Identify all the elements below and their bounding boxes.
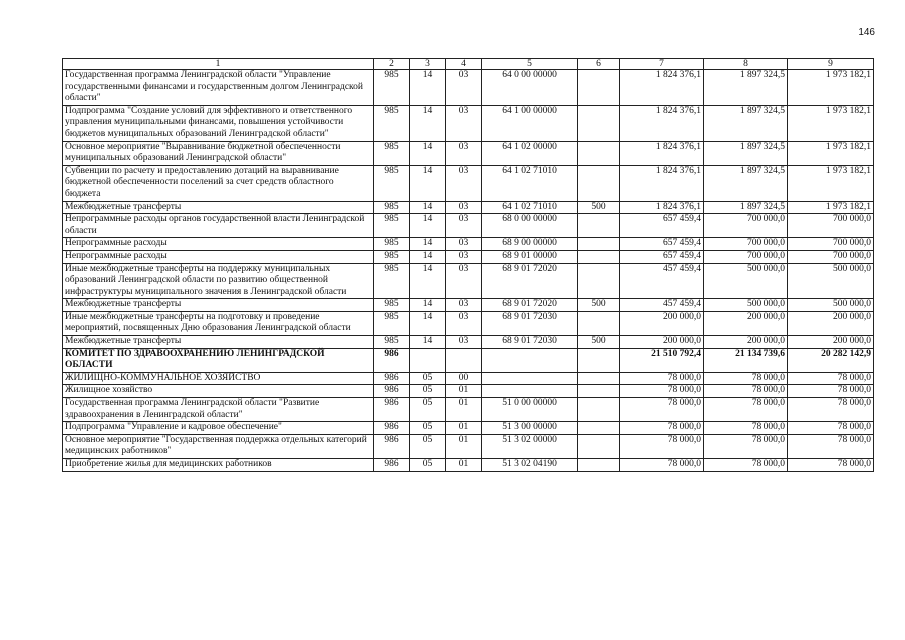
amount-year3-cell: 500 000,0: [788, 299, 874, 312]
table-row: [63, 459, 874, 472]
amount-year1-cell: 657 459,4: [620, 250, 704, 263]
row-name-cell: Межбюджетные трансферты: [63, 336, 374, 349]
section-code-cell: 14: [410, 105, 446, 141]
amount-year3-cell: 1 973 182,1: [788, 70, 874, 106]
admin-code-cell: 985: [374, 141, 410, 165]
expense-type-cell: 500: [578, 201, 620, 214]
amount-year1-cell: 457 459,4: [620, 299, 704, 312]
amount-year1-cell: 78 000,0: [620, 422, 704, 435]
amount-year3-cell: 700 000,0: [788, 214, 874, 238]
amount-year1-cell: 78 000,0: [620, 385, 704, 398]
target-article-cell: [482, 385, 578, 398]
amount-year1-cell: 78 000,0: [620, 372, 704, 385]
admin-code-cell: 985: [374, 201, 410, 214]
amount-year3-cell: 500 000,0: [788, 263, 874, 299]
table-row: [63, 385, 874, 398]
header-row: [63, 59, 874, 70]
table-row: [63, 70, 874, 106]
target-article-cell: 68 0 00 00000: [482, 214, 578, 238]
target-article-cell: 64 0 00 00000: [482, 70, 578, 106]
amount-year3-cell: 700 000,0: [788, 250, 874, 263]
expense-type-cell: [578, 70, 620, 106]
column-header-9: 9: [788, 59, 874, 70]
row-name-cell: Иные межбюджетные трансферты на поддержку муниципальных образований Ленинградской области по развитию общественной инфраструктуры муниципального значения в Ленинградской области: [63, 263, 374, 299]
amount-year1-cell: 1 824 376,1: [620, 165, 704, 201]
amount-year1-cell: 657 459,4: [620, 238, 704, 251]
table-row: [63, 336, 874, 349]
subsection-code-cell: 01: [446, 398, 482, 422]
table-row: [63, 141, 874, 165]
section-code-cell: [410, 348, 446, 372]
target-article-cell: 51 3 00 00000: [482, 422, 578, 435]
subsection-code-cell: 03: [446, 263, 482, 299]
subsection-code-cell: 03: [446, 201, 482, 214]
row-name-cell: Жилищное хозяйство: [63, 385, 374, 398]
amount-year1-cell: 78 000,0: [620, 398, 704, 422]
admin-code-cell: 986: [374, 398, 410, 422]
subsection-code-cell: 03: [446, 165, 482, 201]
row-name-cell: Государственная программа Ленинградской области "Управление государственными финансами и государственным долгом Ленинградской области": [63, 70, 374, 106]
table-row: [63, 311, 874, 335]
section-code-cell: 05: [410, 434, 446, 458]
amount-year2-cell: 78 000,0: [704, 385, 788, 398]
expense-type-cell: 500: [578, 336, 620, 349]
section-code-cell: 14: [410, 311, 446, 335]
admin-code-cell: 985: [374, 105, 410, 141]
table-row: [63, 201, 874, 214]
column-header-1: 1: [63, 59, 374, 70]
subsection-code-cell: 03: [446, 311, 482, 335]
subsection-code-cell: 03: [446, 141, 482, 165]
section-code-cell: 14: [410, 263, 446, 299]
amount-year1-cell: 657 459,4: [620, 214, 704, 238]
admin-code-cell: 986: [374, 372, 410, 385]
target-article-cell: 68 9 01 00000: [482, 250, 578, 263]
amount-year2-cell: 1 897 324,5: [704, 105, 788, 141]
column-header-4: 4: [446, 59, 482, 70]
admin-code-cell: 985: [374, 70, 410, 106]
subsection-code-cell: 03: [446, 238, 482, 251]
amount-year2-cell: 1 897 324,5: [704, 165, 788, 201]
expense-type-cell: [578, 372, 620, 385]
subsection-code-cell: 03: [446, 299, 482, 312]
row-name-cell: Непрограммные расходы: [63, 238, 374, 251]
table-body: [63, 70, 874, 472]
expense-type-cell: [578, 434, 620, 458]
target-article-cell: 68 9 01 72030: [482, 336, 578, 349]
table-row: [63, 398, 874, 422]
row-name-cell: Межбюджетные трансферты: [63, 201, 374, 214]
amount-year1-cell: 21 510 792,4: [620, 348, 704, 372]
subsection-code-cell: 01: [446, 459, 482, 472]
section-code-cell: 05: [410, 398, 446, 422]
admin-code-cell: 986: [374, 459, 410, 472]
admin-code-cell: 986: [374, 434, 410, 458]
target-article-cell: [482, 348, 578, 372]
table-row: [63, 105, 874, 141]
target-article-cell: 51 0 00 00000: [482, 398, 578, 422]
admin-code-cell: 986: [374, 348, 410, 372]
subsection-code-cell: 03: [446, 336, 482, 349]
amount-year1-cell: 200 000,0: [620, 311, 704, 335]
row-name-cell: Межбюджетные трансферты: [63, 299, 374, 312]
row-name-cell: Приобретение жилья для медицинских работников: [63, 459, 374, 472]
table-row: [63, 250, 874, 263]
target-article-cell: 64 1 02 00000: [482, 141, 578, 165]
expense-type-cell: [578, 141, 620, 165]
subsection-code-cell: 03: [446, 250, 482, 263]
expense-type-cell: [578, 422, 620, 435]
expense-type-cell: [578, 398, 620, 422]
amount-year3-cell: 78 000,0: [788, 398, 874, 422]
amount-year2-cell: 200 000,0: [704, 336, 788, 349]
section-code-cell: 14: [410, 250, 446, 263]
row-name-cell: Основное мероприятие "Государственная поддержка отдельных категорий медицинских работников": [63, 434, 374, 458]
table-row: [63, 165, 874, 201]
amount-year2-cell: 1 897 324,5: [704, 70, 788, 106]
expense-type-cell: [578, 385, 620, 398]
expense-type-cell: 500: [578, 299, 620, 312]
column-header-6: 6: [578, 59, 620, 70]
expense-type-cell: [578, 263, 620, 299]
target-article-cell: 68 9 01 72020: [482, 263, 578, 299]
amount-year3-cell: 78 000,0: [788, 434, 874, 458]
amount-year2-cell: 1 897 324,5: [704, 201, 788, 214]
amount-year3-cell: 1 973 182,1: [788, 201, 874, 214]
target-article-cell: 68 9 01 72020: [482, 299, 578, 312]
section-code-cell: 14: [410, 214, 446, 238]
section-code-cell: 05: [410, 459, 446, 472]
row-name-cell: Непрограммные расходы органов государственной власти Ленинградской области: [63, 214, 374, 238]
admin-code-cell: 985: [374, 165, 410, 201]
amount-year3-cell: 78 000,0: [788, 459, 874, 472]
target-article-cell: 51 3 02 04190: [482, 459, 578, 472]
section-code-cell: 05: [410, 385, 446, 398]
admin-code-cell: 985: [374, 214, 410, 238]
expense-type-cell: [578, 311, 620, 335]
column-header-2: 2: [374, 59, 410, 70]
admin-code-cell: 985: [374, 336, 410, 349]
amount-year2-cell: 78 000,0: [704, 398, 788, 422]
target-article-cell: [482, 372, 578, 385]
admin-code-cell: 985: [374, 238, 410, 251]
table-row: [63, 238, 874, 251]
row-name-cell: Подпрограмма "Создание условий для эффективного и ответственного управления муниципальными финансами, повышения устойчивости бюджетов муниципальных образований Ленинградской области": [63, 105, 374, 141]
subsection-code-cell: 01: [446, 385, 482, 398]
row-name-cell: Основное мероприятие "Выравнивание бюджетной обеспеченности муниципальных образований Ленинградской области": [63, 141, 374, 165]
subsection-code-cell: 03: [446, 105, 482, 141]
section-code-cell: 14: [410, 238, 446, 251]
subsection-code-cell: [446, 348, 482, 372]
expense-type-cell: [578, 459, 620, 472]
table-row: [63, 372, 874, 385]
section-code-cell: 14: [410, 141, 446, 165]
amount-year1-cell: 1 824 376,1: [620, 70, 704, 106]
amount-year2-cell: 21 134 739,6: [704, 348, 788, 372]
section-code-cell: 05: [410, 372, 446, 385]
amount-year2-cell: 700 000,0: [704, 250, 788, 263]
amount-year3-cell: 78 000,0: [788, 372, 874, 385]
amount-year1-cell: 200 000,0: [620, 336, 704, 349]
admin-code-cell: 985: [374, 250, 410, 263]
section-code-cell: 14: [410, 299, 446, 312]
target-article-cell: 68 9 00 00000: [482, 238, 578, 251]
expense-type-cell: [578, 105, 620, 141]
subsection-code-cell: 03: [446, 70, 482, 106]
table-row: [63, 299, 874, 312]
target-article-cell: 51 3 02 00000: [482, 434, 578, 458]
amount-year2-cell: 700 000,0: [704, 214, 788, 238]
row-name-cell: Субвенции по расчету и предоставлению дотаций на выравнивание бюджетной обеспеченности поселений за счет средств областного бюджета: [63, 165, 374, 201]
subsection-code-cell: 00: [446, 372, 482, 385]
amount-year3-cell: 200 000,0: [788, 336, 874, 349]
amount-year3-cell: 20 282 142,9: [788, 348, 874, 372]
expense-type-cell: [578, 348, 620, 372]
section-code-cell: 14: [410, 165, 446, 201]
amount-year1-cell: 457 459,4: [620, 263, 704, 299]
amount-year3-cell: 1 973 182,1: [788, 141, 874, 165]
column-header-8: 8: [704, 59, 788, 70]
amount-year2-cell: 78 000,0: [704, 422, 788, 435]
row-name-cell: КОМИТЕТ ПО ЗДРАВООХРАНЕНИЮ ЛЕНИНГРАДСКОЙ ОБЛАСТИ: [63, 348, 374, 372]
row-name-cell: Непрограммные расходы: [63, 250, 374, 263]
section-code-cell: 14: [410, 201, 446, 214]
amount-year1-cell: 1 824 376,1: [620, 105, 704, 141]
section-code-cell: 14: [410, 70, 446, 106]
expense-type-cell: [578, 238, 620, 251]
amount-year3-cell: 78 000,0: [788, 385, 874, 398]
amount-year2-cell: 500 000,0: [704, 299, 788, 312]
section-code-cell: 14: [410, 336, 446, 349]
subsection-code-cell: 01: [446, 422, 482, 435]
expense-type-cell: [578, 250, 620, 263]
column-header-3: 3: [410, 59, 446, 70]
amount-year2-cell: 78 000,0: [704, 372, 788, 385]
amount-year1-cell: 78 000,0: [620, 434, 704, 458]
amount-year3-cell: 1 973 182,1: [788, 105, 874, 141]
expense-type-cell: [578, 165, 620, 201]
admin-code-cell: 985: [374, 311, 410, 335]
section-code-cell: 05: [410, 422, 446, 435]
row-name-cell: Государственная программа Ленинградской области "Развитие здравоохранения в Ленинградской области": [63, 398, 374, 422]
target-article-cell: 64 1 02 71010: [482, 201, 578, 214]
subsection-code-cell: 03: [446, 214, 482, 238]
amount-year2-cell: 78 000,0: [704, 434, 788, 458]
row-name-cell: Иные межбюджетные трансферты на подготовку и проведение мероприятий, посвященных Дню образования Ленинградской области: [63, 311, 374, 335]
table-row: [63, 348, 874, 372]
admin-code-cell: 985: [374, 299, 410, 312]
subsection-code-cell: 01: [446, 434, 482, 458]
amount-year2-cell: 200 000,0: [704, 311, 788, 335]
admin-code-cell: 986: [374, 422, 410, 435]
target-article-cell: 64 1 00 00000: [482, 105, 578, 141]
row-name-cell: Подпрограмма "Управление и кадровое обеспечение": [63, 422, 374, 435]
admin-code-cell: 986: [374, 385, 410, 398]
amount-year3-cell: 200 000,0: [788, 311, 874, 335]
admin-code-cell: 985: [374, 263, 410, 299]
amount-year1-cell: 78 000,0: [620, 459, 704, 472]
table-row: [63, 263, 874, 299]
table-row: [63, 422, 874, 435]
amount-year2-cell: 78 000,0: [704, 459, 788, 472]
amount-year3-cell: 700 000,0: [788, 238, 874, 251]
row-name-cell: ЖИЛИЩНО-КОММУНАЛЬНОЕ ХОЗЯЙСТВО: [63, 372, 374, 385]
table-row: [63, 214, 874, 238]
amount-year2-cell: 700 000,0: [704, 238, 788, 251]
column-header-7: 7: [620, 59, 704, 70]
table-row: [63, 434, 874, 458]
target-article-cell: 68 9 01 72030: [482, 311, 578, 335]
budget-table: [62, 58, 874, 472]
column-header-5: 5: [482, 59, 578, 70]
amount-year1-cell: 1 824 376,1: [620, 141, 704, 165]
amount-year3-cell: 1 973 182,1: [788, 165, 874, 201]
page-number: 146: [858, 27, 875, 38]
expense-type-cell: [578, 214, 620, 238]
amount-year2-cell: 1 897 324,5: [704, 141, 788, 165]
amount-year2-cell: 500 000,0: [704, 263, 788, 299]
target-article-cell: 64 1 02 71010: [482, 165, 578, 201]
amount-year3-cell: 78 000,0: [788, 422, 874, 435]
amount-year1-cell: 1 824 376,1: [620, 201, 704, 214]
